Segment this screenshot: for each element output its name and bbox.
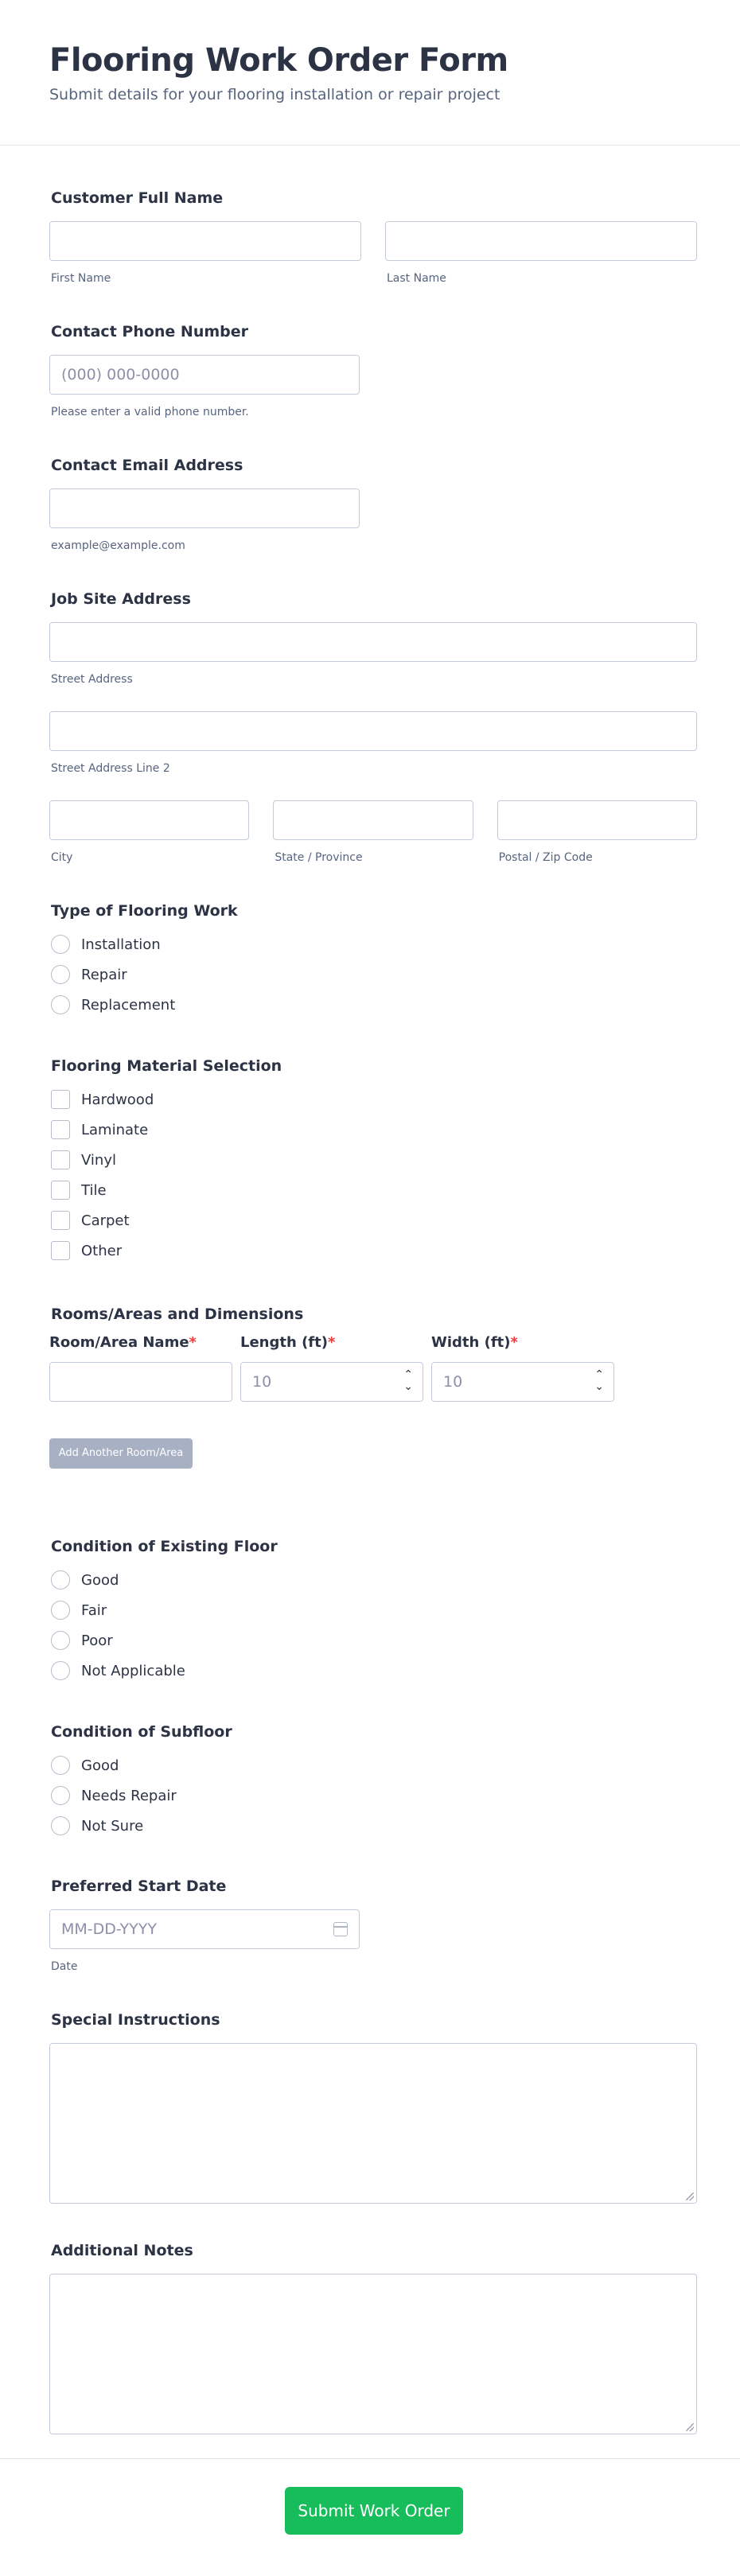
first-name-input[interactable]	[49, 221, 361, 261]
radio-button[interactable]	[51, 935, 70, 954]
option-label: Needs Repair	[81, 1787, 177, 1804]
width-placeholder: 10	[443, 1373, 463, 1391]
col-width: Width (ft)*	[431, 1334, 518, 1351]
radio-button[interactable]	[51, 1631, 70, 1650]
zip-input[interactable]	[497, 800, 697, 840]
email-question	[49, 457, 697, 552]
resize-grip-icon[interactable]	[686, 2193, 694, 2200]
additional-notes-label: Additional Notes	[51, 2242, 193, 2259]
state-sublabel: State / Province	[275, 851, 363, 864]
start-date-sublabel: Date	[51, 1960, 78, 1973]
additional-notes-question	[49, 2242, 697, 2434]
additional-notes-textarea[interactable]	[49, 2274, 697, 2434]
checkbox[interactable]	[51, 1211, 70, 1230]
form-subtitle: Submit details for your flooring installation or repair project	[49, 86, 500, 103]
material-option-other[interactable]	[49, 1235, 697, 1266]
phone-sublabel: Please enter a valid phone number.	[51, 406, 249, 418]
width-spinner[interactable]: ⌃ ⌄	[594, 1368, 604, 1393]
phone-label: Contact Phone Number	[51, 323, 249, 340]
zip-sublabel: Postal / Zip Code	[498, 851, 593, 864]
start-date-input[interactable]	[49, 1909, 360, 1949]
work-type-option-repair[interactable]	[49, 959, 697, 990]
phone-input[interactable]	[49, 355, 360, 395]
subfloor-label: Condition of Subfloor	[51, 1723, 232, 1741]
material-label: Flooring Material Selection	[51, 1057, 282, 1075]
radio-button[interactable]	[51, 965, 70, 984]
length-placeholder: 10	[252, 1373, 272, 1391]
start-date-label: Preferred Start Date	[51, 1878, 227, 1895]
option-label: Fair	[81, 1601, 107, 1619]
street-address-2-input[interactable]	[49, 711, 697, 751]
option-label: Hardwood	[81, 1091, 154, 1108]
material-option-hardwood[interactable]	[49, 1084, 697, 1115]
existing-floor-question	[49, 1538, 697, 1686]
width-input[interactable]	[431, 1362, 614, 1402]
email-input[interactable]	[49, 488, 360, 528]
material-option-vinyl[interactable]	[49, 1145, 697, 1175]
existing-floor-label: Condition of Existing Floor	[51, 1538, 278, 1555]
radio-button[interactable]	[51, 1756, 70, 1775]
material-option-laminate[interactable]	[49, 1115, 697, 1145]
length-spinner[interactable]: ⌃ ⌄	[403, 1368, 413, 1393]
checkbox[interactable]	[51, 1090, 70, 1109]
street-address-sublabel: Street Address	[51, 673, 133, 686]
start-date-question	[49, 1878, 697, 1973]
city-input[interactable]	[49, 800, 249, 840]
checkbox[interactable]	[51, 1120, 70, 1139]
work-type-option-replacement[interactable]	[49, 990, 697, 1020]
state-input[interactable]	[273, 800, 473, 840]
material-option-tile[interactable]	[49, 1175, 697, 1205]
resize-grip-icon[interactable]	[686, 2423, 694, 2431]
option-label: Replacement	[81, 996, 176, 1014]
subfloor-option-good[interactable]	[49, 1750, 697, 1780]
calendar-icon[interactable]	[333, 1922, 348, 1936]
checkbox[interactable]	[51, 1150, 70, 1169]
existing-option-poor[interactable]	[49, 1625, 697, 1656]
radio-button[interactable]	[51, 995, 70, 1014]
required-mark: *	[189, 1334, 197, 1351]
option-label: Good	[81, 1571, 119, 1589]
form-title: Flooring Work Order Form	[49, 42, 508, 79]
address-label: Job Site Address	[51, 590, 191, 608]
work-type-label: Type of Flooring Work	[51, 902, 238, 920]
subfloor-option-needs-repair[interactable]	[49, 1780, 697, 1811]
option-label: Good	[81, 1757, 119, 1774]
special-instructions-question	[49, 2011, 697, 2204]
last-name-input[interactable]	[385, 221, 697, 261]
option-label: Laminate	[81, 1121, 149, 1138]
email-sublabel: example@example.com	[51, 539, 185, 552]
add-room-button[interactable]: Add Another Room/Area	[49, 1438, 193, 1469]
phone-placeholder: (000) 000-0000	[61, 366, 180, 383]
street-address-2-sublabel: Street Address Line 2	[51, 762, 170, 775]
col-room-name: Room/Area Name*	[49, 1334, 197, 1351]
material-question	[49, 1057, 697, 1266]
city-sublabel: City	[51, 851, 73, 864]
special-instructions-textarea[interactable]	[49, 2043, 697, 2204]
subfloor-option-not-sure[interactable]	[49, 1811, 697, 1841]
phone-question	[49, 323, 697, 418]
customer-name-question	[49, 189, 697, 285]
col-length: Length (ft)*	[240, 1334, 336, 1351]
option-label: Installation	[81, 936, 161, 953]
customer-name-label: Customer Full Name	[51, 189, 224, 207]
radio-button[interactable]	[51, 1661, 70, 1680]
radio-button[interactable]	[51, 1570, 70, 1590]
special-instructions-label: Special Instructions	[51, 2011, 220, 2029]
radio-button[interactable]	[51, 1786, 70, 1805]
subfloor-question	[49, 1723, 697, 1841]
option-label: Vinyl	[81, 1151, 116, 1169]
rooms-table-header	[49, 1334, 697, 1351]
existing-option-fair[interactable]	[49, 1595, 697, 1625]
required-mark: *	[510, 1334, 518, 1351]
work-type-question	[49, 902, 697, 1020]
length-input[interactable]	[240, 1362, 423, 1402]
option-label: Tile	[81, 1181, 107, 1199]
material-option-carpet[interactable]	[49, 1205, 697, 1235]
rooms-row	[49, 1362, 697, 1402]
first-name-sublabel: First Name	[51, 272, 111, 285]
checkbox[interactable]	[51, 1181, 70, 1200]
option-label: Carpet	[81, 1212, 130, 1229]
option-label: Not Applicable	[81, 1662, 185, 1679]
rooms-label: Rooms/Areas and Dimensions	[51, 1306, 304, 1323]
existing-option-not-applicable[interactable]	[49, 1656, 697, 1686]
required-mark: *	[327, 1334, 336, 1351]
option-label: Repair	[81, 966, 127, 983]
address-question	[49, 590, 697, 864]
email-label: Contact Email Address	[51, 457, 243, 474]
last-name-sublabel: Last Name	[387, 272, 446, 285]
existing-option-good[interactable]	[49, 1565, 697, 1595]
option-label: Not Sure	[81, 1817, 144, 1835]
work-type-option-installation[interactable]	[49, 929, 697, 959]
radio-button[interactable]	[51, 1816, 70, 1835]
submit-button[interactable]: Submit Work Order	[285, 2487, 463, 2535]
street-address-input[interactable]	[49, 622, 697, 662]
radio-button[interactable]	[51, 1601, 70, 1620]
form-header	[0, 0, 740, 146]
room-name-input[interactable]	[49, 1362, 232, 1402]
option-label: Other	[81, 1242, 123, 1259]
start-date-placeholder: MM-DD-YYYY	[61, 1920, 157, 1938]
option-label: Poor	[81, 1632, 113, 1649]
checkbox[interactable]	[51, 1241, 70, 1260]
rooms-question	[49, 1306, 697, 1402]
